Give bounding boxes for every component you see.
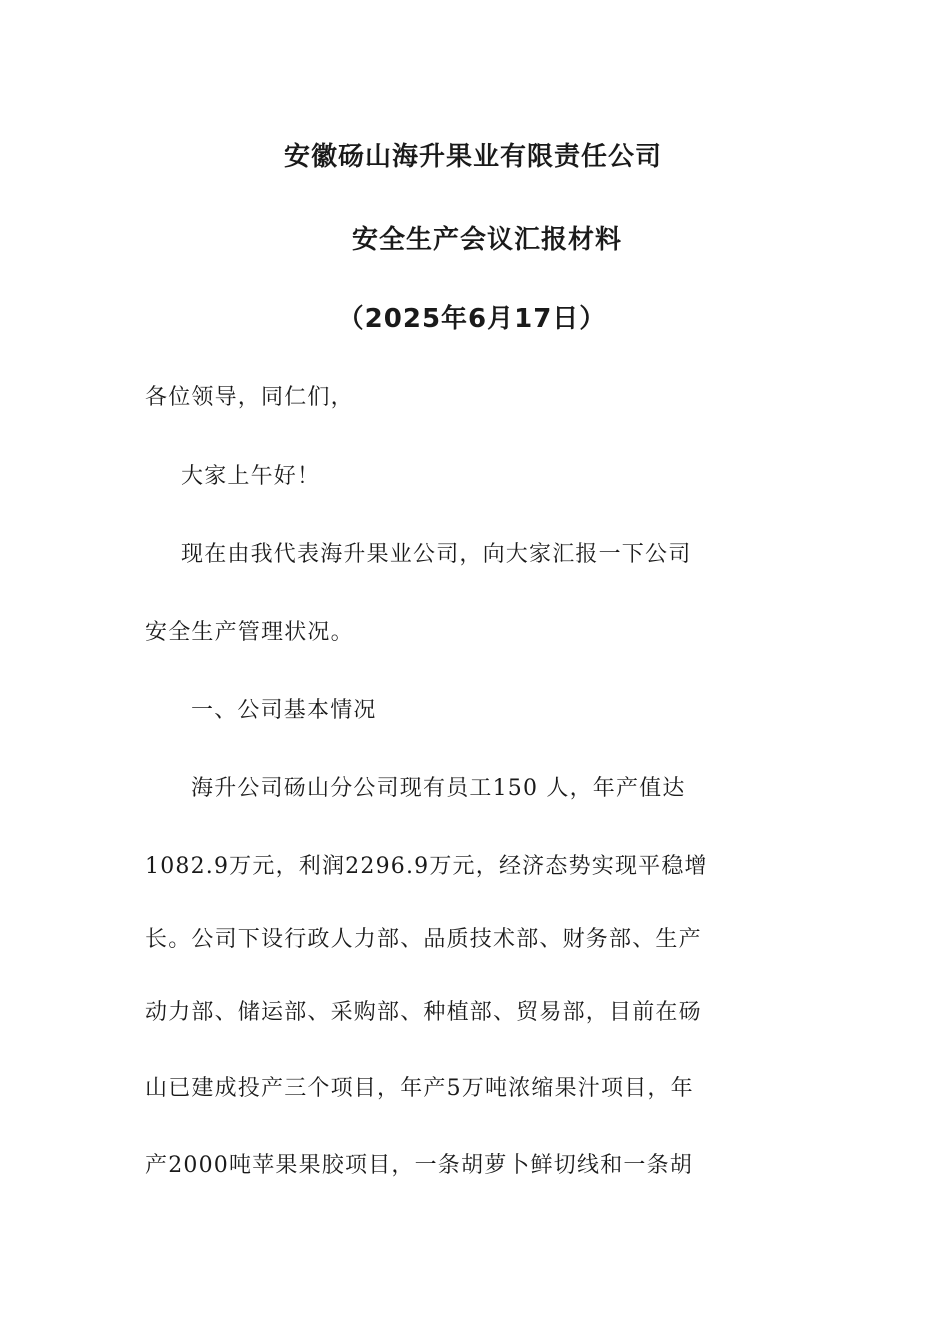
intro-line: 现在由我代表海升果业公司，向大家汇报一下公司 xyxy=(181,542,692,567)
body-line: 动力部、储运部、采购部、种植部、贸易部，目前在砀 xyxy=(145,1000,702,1025)
body-line: 1082.9万元，利润2296.9万元，经济态势实现平稳增 xyxy=(145,854,708,879)
salutation: 各位领导，同仁们， xyxy=(145,385,354,410)
body-line: 海升公司砀山分公司现有员工150 人，年产值达 xyxy=(191,776,686,801)
body-line: 长。公司下设行政人力部、品质技术部、财务部、生产 xyxy=(145,927,702,952)
body-line: 产2000吨苹果果胶项目，一条胡萝卜鲜切线和一条胡 xyxy=(145,1153,693,1178)
section-heading: 一、公司基本情况 xyxy=(191,698,377,723)
report-title: 安全生产会议汇报材料 xyxy=(351,225,622,255)
intro-line: 安全生产管理状况。 xyxy=(145,620,354,645)
greeting: 大家上午好！ xyxy=(181,464,321,489)
company-title: 安徽砀山海升果业有限责任公司 xyxy=(283,142,662,172)
body-line: 山已建成投产三个项目，年产5万吨浓缩果汁项目，年 xyxy=(145,1076,694,1101)
report-date: （2025年6月17日） xyxy=(337,304,607,334)
